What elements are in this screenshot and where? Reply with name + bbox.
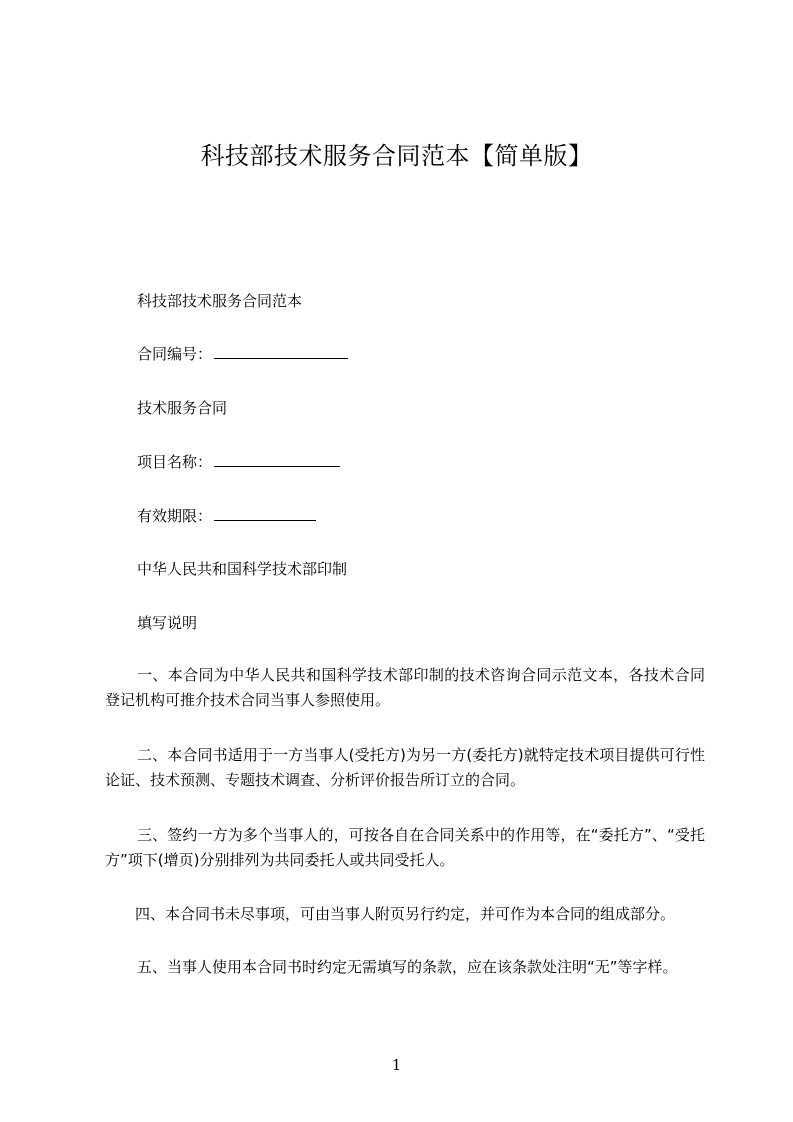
contract-number-blank xyxy=(214,344,348,359)
contract-number-label: 合同编号： xyxy=(137,345,213,363)
page-number: 1 xyxy=(391,1056,402,1074)
instruction-paragraph-2: 二、本合同书适用于一方当事人(受托方)为另一方(委托方)就特定技术项目提供可行性论证、技术预测、专题技术调查、分析评价报告所订立的合同。 xyxy=(105,746,705,789)
project-name-blank xyxy=(214,452,340,467)
issuer-line: 中华人民共和国科学技术部印制 xyxy=(137,560,348,578)
instruction-paragraph-4: 四、本合同书未尽事项，可由当事人附页另行约定，并可作为本合同的组成部分。 xyxy=(135,905,676,923)
project-name-label: 项目名称： xyxy=(137,453,213,471)
contract-number-line xyxy=(137,342,348,366)
instruction-paragraph-1: 一、本合同为中华人民共和国科学技术部印制的技术咨询合同示范文本，各技术合同登记机构可推介技术合同当事人参照使用。 xyxy=(105,666,705,709)
validity-line xyxy=(137,504,316,528)
validity-blank xyxy=(214,506,316,521)
project-name-line xyxy=(137,450,340,474)
contract-type-line: 技术服务合同 xyxy=(137,399,228,417)
instructions-heading: 填写说明 xyxy=(137,614,198,632)
document-title: 科技部技术服务合同范本【简单版】 xyxy=(200,142,593,170)
instruction-paragraph-5: 五、当事人使用本合同书时约定无需填写的条款，应在该条款处注明“无”等字样。 xyxy=(137,958,678,976)
template-name-line: 科技部技术服务合同范本 xyxy=(137,292,303,310)
validity-label: 有效期限： xyxy=(137,507,213,525)
instruction-paragraph-3: 三、签约一方为多个当事人的，可按各自在合同关系中的作用等，在“委托方”、“受托方”项下(增页)分别排列为共同委托人或共同受托人。 xyxy=(105,826,705,869)
